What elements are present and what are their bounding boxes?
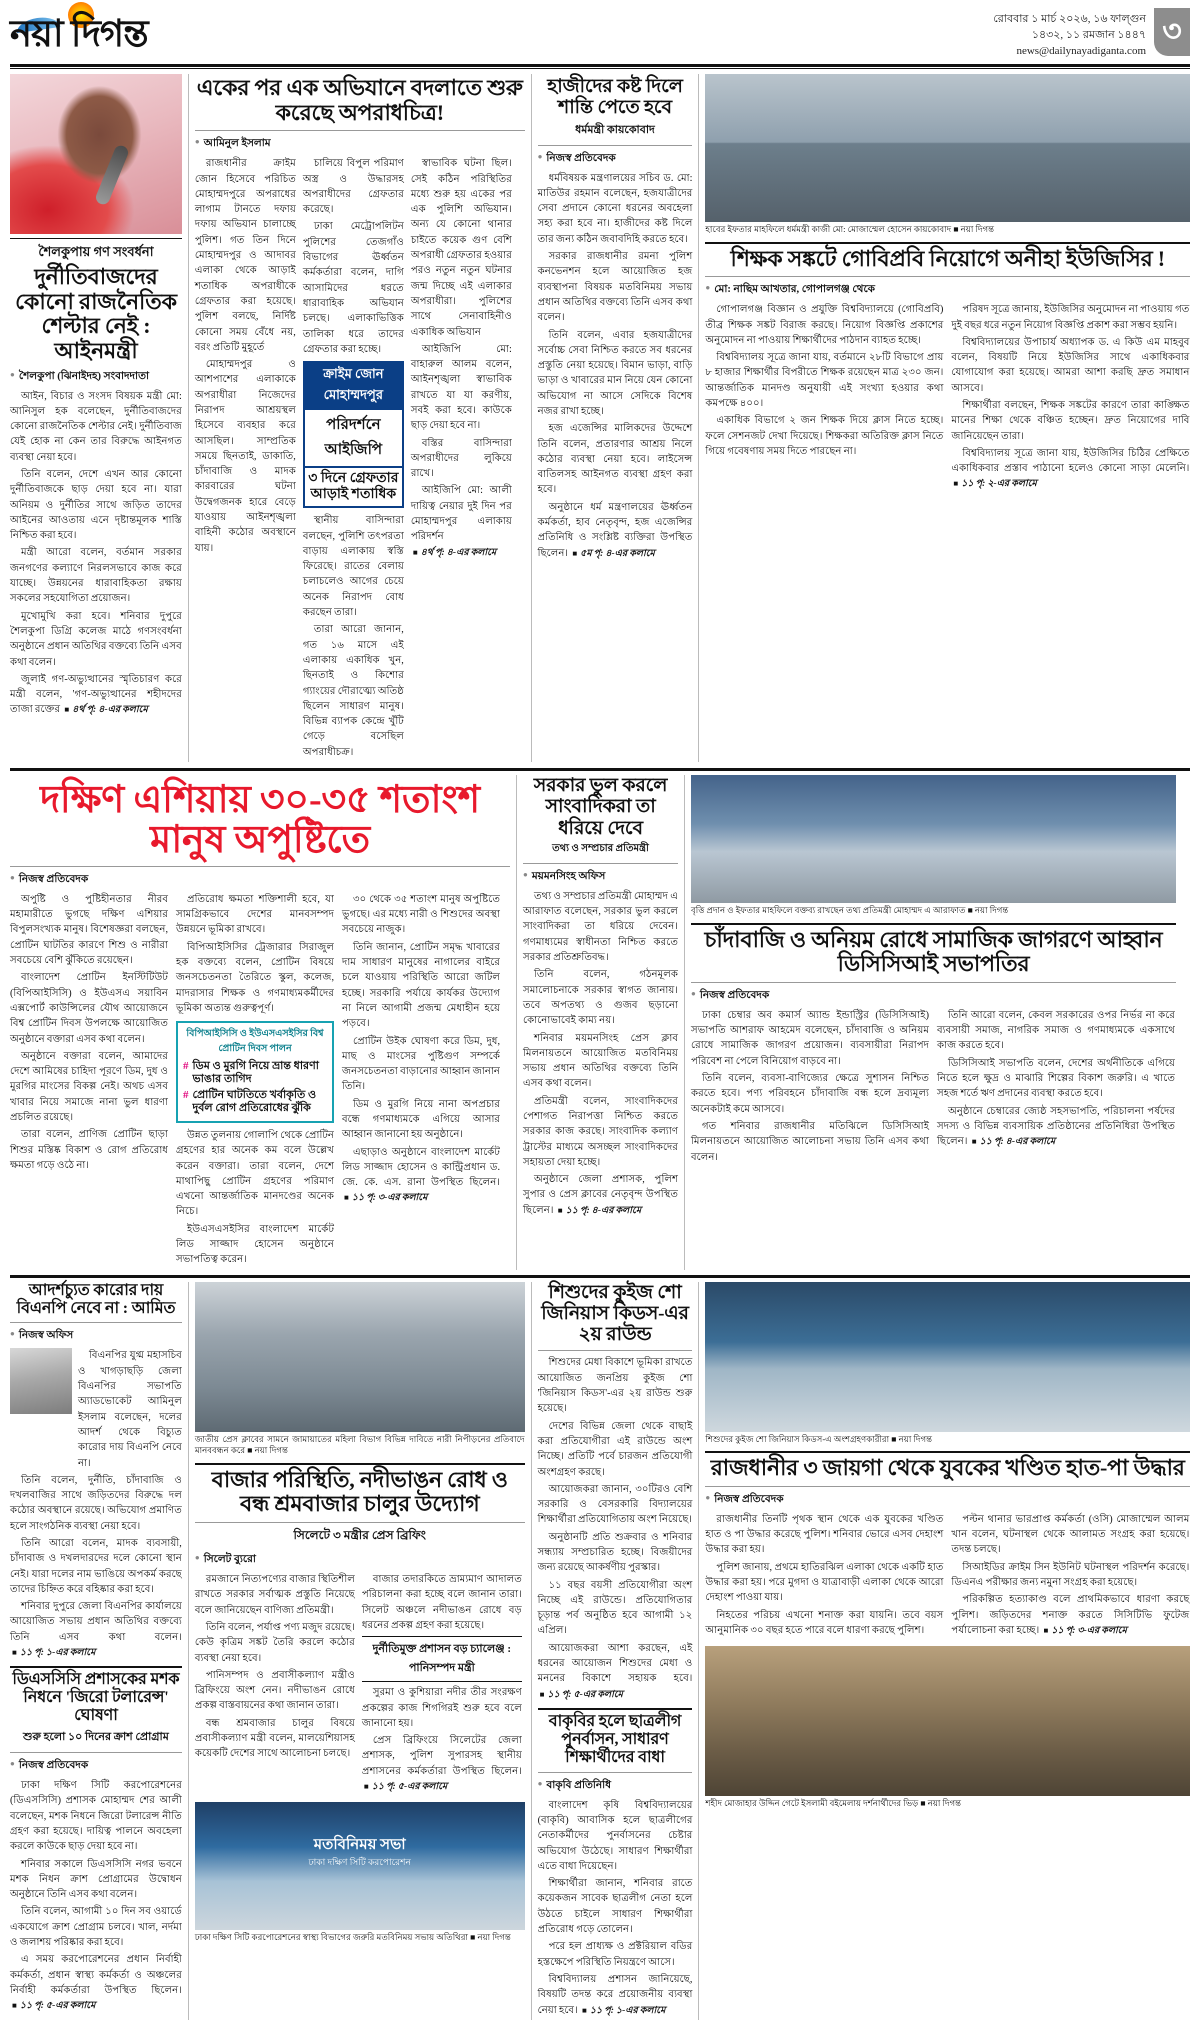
- col3-body: [538, 171, 693, 561]
- feat-c-2: প্রোটিন উইক ঘোষণা করে ডিম, দুধ, মাছ ও মাংসের পুষ্টিগুণ সম্পর্কে জনসচেতনতা বাড়ানোর আহ্বান জানান তিনি।: [342, 1035, 500, 1093]
- midbotright-body: [538, 1355, 693, 1702]
- leftmid-p3: [10, 1599, 182, 1660]
- midbotleft-subhead: সিলেটে ৩ মন্ত্রীর প্রেস ব্রিফিং: [293, 1528, 426, 1543]
- leftmid-byline: ● নিজস্ব অফিস: [10, 1328, 182, 1345]
- divider-1: [188, 74, 189, 762]
- rb-a-2: নিহতের পরিচয় এখনো শনাক্ত করা যায়নি। তবে বয়স আনুমানিক ৩০ বছর হতে পারে বলে ধারণা করছে পুলিশ।: [705, 1609, 944, 1636]
- col2-b-1: ঢাকা মেট্রোপলিটন পুলিশের তেজগাঁও বিভাগের ঊর্ধ্বতন কর্মকর্তারা বলেন, দাগি আসামিদের ধরতে ধারাবাহিক অভিযান চলছে। এলাকাভিত্তিক তালিকা ধরে তাদের গ্রেফতার করা হচ্ছে।: [302, 221, 404, 355]
- col2-byline: ● আমিনুল ইসলাম: [195, 136, 525, 153]
- rightbot-subcolumns: [705, 1512, 1190, 1640]
- mid3-subhead: তথ্য ও সম্প্রচার প্রতিমন্ত্রী: [552, 842, 649, 854]
- col1-para-4: [10, 672, 182, 718]
- mbl-b-2: [362, 1733, 522, 1794]
- bakrib-body: [538, 1798, 693, 2018]
- callout-title: বিপিআইসিসি ও ইউএসএসইসির বিশ্ব প্রোটিন দিবস পালন: [186, 1029, 324, 1055]
- column-2: [195, 74, 525, 762]
- mbr-p3: অনুষ্ঠানটি প্রতি শুক্রবার ও শনিবার সন্ধ্যায় সম্প্রচারিত হচ্ছে। বিজয়ীদের জন্য রয়েছে আকর্ষণীয় পুরস্কার।: [537, 1531, 693, 1574]
- column-3: [538, 74, 693, 762]
- column-1: [10, 74, 182, 762]
- rightbot-sub-b: [951, 1512, 1189, 1640]
- mid4-b-0: তিনি আরো বলেন, কেবল সরকারের ওপর নির্ভর না করে ব্যবসায়ী সমাজ, নাগরিক সমাজ ও গণমাধ্যমকে একসাথে কাজ করতে হবে।: [937, 1009, 1175, 1052]
- rb-a-0: রাজধানীর তিনটি পৃথক স্থান থেকে এক যুবকের খণ্ডিত হাত ও পা উদ্ধার করেছে পুলিশ। শনিবার ভোরে এসব দেহাংশ উদ্ধার করা হয়।: [705, 1513, 944, 1556]
- rb-b-2: [951, 1592, 1189, 1638]
- mid3-p2: শনিবার ময়মনসিংহ প্রেস ক্লাব মিলনায়তনে আয়োজিত মতবিনিময় সভায় প্রধান অতিথির বক্তব্যে তিনি এসব কথা বলেন।: [523, 1032, 678, 1090]
- col4-b-1: বিশ্ববিদ্যালয়ের উপাচার্য অধ্যাপক ড. এ কিউ এম মাহবুব বলেন, বিষয়টি নিয়ে ইউজিসির সাথে একাধিকবার যোগাযোগ করা হয়েছে। আমরা আশা করছি দ্রুত সমাধান আসবে।: [951, 336, 1190, 394]
- mbr-p1: দেশের বিভিন্ন জেলা থেকে বাছাই করা প্রতিযোগীরা এই রাউন্ডে অংশ নিচ্ছে। প্রতিটি পর্বে চারজন প্রতিযোগী অংশগ্রহণ করছে।: [537, 1420, 693, 1478]
- col2-c-1: আইজিপি মো: বাহারুল আলম বলেন, আইনশৃঙ্খলা স্বাভাবিক রাখতে যা যা করণীয়, সবই করা হবে। কাউকে ছাড় দেয়া হবে না।: [410, 343, 512, 432]
- col1-para-1: তিনি বলেন, দেশে এখন আর কোনো দুর্নীতিবাজকে ছাড় দেয়া হবে না। যারা অনিয়ম ও দুর্নীতির সাথে জড়িত তাদের আইনের আওতায় এনে দৃষ্টান্তমূলক শাস্তি নিশ্চিত করা হবে।: [10, 468, 182, 542]
- rb-a-1: পুলিশ জানায়, প্রথমে হাতিরঝিল এলাকা থেকে একটি হাত উদ্ধার করা হয়। পরে মুগদা ও যাত্রাবাড়ী এলাকা থেকে আরো দেহাংশ পাওয়া যায়।: [705, 1561, 944, 1604]
- mid3-photo-caption: বৃত্তি প্রদান ও ইফতার মাহফিলে বক্তব্য রাখছেন তথ্য প্রতিমন্ত্রী মোহাম্মদ এ আরাফাত ■ নয়া দিগন্ত: [691, 905, 1009, 916]
- midbotright-jump[interactable]: ■ ১১ পৃ: ৫-এর কলামে: [538, 1690, 623, 1700]
- mid4-a-1: তিনি বলেন, ব্যবসা-বাণিজ্যের ক্ষেত্রে সুশাসন নিশ্চিত করতে হবে। পণ্য পরিবহনে চাঁদাবাজি বন্ধ হলে দ্রব্যমূল্য অনেকটাই কমে আসবে।: [691, 1073, 929, 1115]
- subbox-line-2: পানিসম্পদ মন্ত্রী: [408, 1662, 475, 1675]
- col3-para-1: সরকার রাজধানীর রমনা পুলিশ কনভেনশন হলে আয়োজিত হজ ব্যবস্থাপনা বিষয়ক মতবিনিময় সভায় প্রধান অতিথির বক্তব্যে তিনি এসব কথা বলেন।: [537, 251, 693, 324]
- rightbot-sub-a: [705, 1512, 943, 1640]
- col2-b-0: চালিয়ে বিপুল পরিমাণ অস্ত্র ও উদ্ধারসহ অপরাধীদের গ্রেফতার করেছে।: [302, 158, 404, 216]
- banner-line-1: মতবিনিময় সভা: [313, 1836, 406, 1853]
- minister-portrait-photo: [10, 74, 182, 234]
- bakrib-p3-text: বিশ্ববিদ্যালয় প্রশাসন জানিয়েছে, বিষয়টি তদন্ত করে প্রয়োজনীয় ব্যবস্থা নেয়া হবে।: [537, 1973, 693, 2016]
- column-4: [705, 74, 1190, 762]
- col3-para-4-text: অনুষ্ঠানে ধর্ম মন্ত্রণালয়ের ঊর্ধ্বতন কর্মকর্তা, হাব নেতৃবৃন্দ, হজ এজেন্সির প্রতিনিধি ও সংশ্লিষ্ট ব্যক্তিরা উপস্থিত ছিলেন।: [537, 501, 693, 559]
- politician-portrait-photo: [10, 1348, 72, 1414]
- leftmid-headline[interactable]: আদর্শচ্যুত কারোর দায় বিএনপি নেবে না : আমিত: [16, 1281, 176, 1317]
- mid4-b-2-text: অনুষ্ঠানে চেম্বারের জ্যেষ্ঠ সহসভাপতি, পরিচালনা পর্ষদের সদস্য ও বিভিন্ন ব্যবসায়িক প্রতিষ্ঠানের প্রতিনিধিরা উপস্থিত ছিলেন।: [937, 1105, 1175, 1148]
- leftbot-body: [10, 1778, 182, 2013]
- col4-b-3-text: বিশ্ববিদ্যালয় সূত্রে জানা যায়, ইউজিসির চিঠির প্রেক্ষিতে একাধিকবার প্রস্তাব পাঠানো হলেও কোনো সাড়া মেলেনি।: [951, 447, 1190, 475]
- col2-c-3: [411, 483, 512, 559]
- mid-column-3: [523, 775, 678, 1270]
- col3-photo-caption: হাবের ইফতার মাহফিলে ধর্মমন্ত্রী কাজী মো: মোজাম্মেল হোসেন কায়কোবাদ ■ নয়া দিগন্ত: [705, 224, 995, 234]
- divider-7: [531, 1282, 532, 2020]
- mbr-p2: আয়োজকরা জানান, ৩০টিরও বেশি সরকারি ও বেসরকারি বিদ্যালয়ের শিক্ষার্থীরা প্রতিযোগিতায় অংশ নিয়েছে।: [537, 1483, 693, 1526]
- mid4-headline[interactable]: চাঁদাবাজি ও অনিয়ম রোধে সামাজিক জাগরণে আহ্বান ডিসিসিআই সভাপতির: [704, 926, 1163, 977]
- col2-c-2: বস্তির বাসিন্দারা অপরাধীদের লুকিয়ে রাখে।: [410, 437, 512, 480]
- callout-bottom-label: ৩ দিনে গ্রেফতার আড়াই শতাধিক: [308, 471, 399, 503]
- bakrib-p1: শিক্ষার্থীরা জানান, শনিবার রাতে কয়েকজন সাবেক ছাত্রলীগ নেতা হলে উঠতে চাইলে সাধারণ শিক্ষার্থীরা প্রতিরোধ গড়ে তোলেন।: [537, 1878, 693, 1936]
- mid-column-4: [691, 775, 1176, 1270]
- col2-b-3: তারা আরো জানান, গত ১৬ মাসে এই এলাকায় একাধিক খুন, ছিনতাই ও কিশোর গ্যাংয়ের দৌরাত্ম্যে অতিষ্ঠ ছিলেন সাধারণ মানুষ। বিভিন্ন ব্যাপক কেন্দ্রে খুঁটি গেড়ে বসেছিল অপরাধীচক্র।: [302, 624, 404, 758]
- midbotleft-sub-b: [362, 1572, 522, 1796]
- callout-mid-label: পরিদর্শনে আইজিপি: [305, 410, 402, 468]
- banner-line-2: ঢাকা দক্ষিণ সিটি করপোরেশন: [308, 1857, 411, 1868]
- feat-a-1: বাংলাদেশ প্রোটিন ইনস্টিটিউট (বিপিআইসিসি) ও ইউএসএ সয়াবিন এক্সপোর্ট কাউন্সিলের যৌথ আয়োজনে বিশ্ব প্রোটিন দিবস উপলক্ষে আয়োজিত অনুষ্ঠানে বক্তারা এসব কথা বলেন।: [10, 972, 168, 1045]
- mid4-sub-a: [691, 1008, 929, 1167]
- feature-headline[interactable]: দক্ষিণ এশিয়ায় ৩০-৩৫ শতাংশ মানুষ অপুষ্টিতে: [40, 779, 480, 861]
- leftmid-jump[interactable]: ■ ১১ পৃ: ১-এর কলামে: [10, 1648, 95, 1658]
- col3-para-2: তিনি বলেন, এবার হজযাত্রীদের সর্বোচ্চ সেবা নিশ্চিত করতে সব ধরনের প্রস্তুতি নেয়া হয়েছে। বিমান ভাড়া, বাড়ি ভাড়া ও খাবারের মান নিয়ে যেন কোনো অভিযোগ না আসে সেদিকে বিশেষ নজর রাখা হচ্ছে।: [537, 329, 693, 417]
- rightbot-headline[interactable]: রাজধানীর ৩ জায়গা থেকে যুবকের খণ্ডিত হাত-পা উদ্ধার: [710, 1455, 1185, 1481]
- leftmid-p2: তিনি আরো বলেন, মাদক ব্যবসায়ী, চাঁদাবাজ ও দখলদারদের দলে কোনো স্থান নেই। যারা দলের নাম ভাঙিয়ে অপকর্ম করছে তাদের চিহ্নিত করে বহিষ্কার করা হবে।: [10, 1538, 182, 1595]
- leftmid-p0: বিএনপির যুগ্ম মহাসচিব ও খাগড়াছড়ি জেলা বিএনপির সভাপতি অ্যাডভোকেট আমিনুল ইসলাম বলেছেন, দলের আদর্শ থেকে বিচ্যুত কারোর দায় বিএনপি নেবে না।: [78, 1350, 182, 1469]
- leftbot-p1: শনিবার সকালে ডিএসসিসি নগর ভবনে মশক নিধন ক্রাশ প্রোগ্রামের উদ্বোধন অনুষ্ঠানে তিনি এসব কথা বলেন।: [10, 1858, 182, 1901]
- mbl-a-2: পানিসম্পদ ও প্রবাসীকল্যাণ মন্ত্রীও ব্রিফিংয়ে অংশ নেন। নদীভাঙন রোধে প্রকল্প বাস্তবায়নের কথা জানান তারা।: [194, 1669, 355, 1712]
- leftbot-p3: [10, 1952, 182, 2013]
- leftbot-p2: তিনি বলেন, আগামী ১০ দিন সব ওয়ার্ডে একযোগে ক্রাশ প্রোগ্রাম চলবে। খাল, নর্দমা ও জলাশয় পরিষ্কার করা হবে।: [10, 1906, 182, 1949]
- mid4-a-0: ঢাকা চেম্বার অব কমার্স অ্যান্ড ইন্ডাস্ট্রির (ডিসিসিআই) সভাপতি আশরাফ আহমেদ বলেছেন, চাঁদাবাজি ও অনিয়ম রোধে সামাজিক জাগরণ প্রয়োজন। ব্যবসায়ীরা নিরাপদ পরিবেশ না পেলে বিনিয়োগ বাড়বে না।: [691, 1009, 929, 1067]
- feat-c-3: ডিম ও মুরগি নিয়ে নানা অপপ্রচার বন্ধে গণমাধ্যমকে এগিয়ে আসার আহ্বান জানানো হয় অনুষ্ঠানে।: [342, 1098, 500, 1141]
- date-block: [993, 8, 1146, 60]
- leftmid-body: [10, 1473, 182, 1661]
- bakrib-p3: [538, 1972, 693, 2018]
- rightbot-byline: ● নিজস্ব প্রতিবেদক: [705, 1492, 1190, 1509]
- midbotleft-sub-a: [195, 1572, 355, 1796]
- col1-kicker: শৈলকুপায় গণ সংবর্ধনা: [38, 244, 154, 259]
- divider-3: [698, 74, 699, 762]
- col2-c-3-text: আইজিপি মো: আলী দায়িত্ব নেয়ার দুই দিন পর মোহাম্মদপুর এলাকায় পরিদর্শন: [410, 485, 512, 543]
- midbotleft-jump[interactable]: ■ ১১ পৃ: ৫-এর কলামে: [362, 1782, 447, 1792]
- leftbot-subhead: শুরু হলো ১০ দিনের ক্রাশ প্রোগ্রাম: [23, 1731, 169, 1744]
- leftmid-p1: তিনি বলেন, দুর্নীতি, চাঁদাবাজি ও দখলবাজির সাথে জড়িতদের বিরুদ্ধে দল কঠোর অবস্থানে রয়েছে। অভিযোগ প্রমাণিত হলে সাংগঠনিক ব্যবস্থা নেয়া হবে।: [10, 1474, 182, 1532]
- feature-sub-a: [10, 892, 168, 1270]
- midbotleft-subcolumns: [195, 1572, 525, 1796]
- mid3-byline: ● ময়মনসিংহ অফিস: [523, 869, 678, 886]
- col4-b-2: শিক্ষার্থীরা বলছেন, শিক্ষক সঙ্কটের কারণে তারা কাঙ্ক্ষিত মানের শিক্ষা থেকে বঞ্চিত হচ্ছেন। দ্রুত নিয়োগের দাবি জানিয়েছেন তারা।: [951, 400, 1190, 442]
- col1-byline: ● শৈলকুপা (ঝিনাইদহ) সংবাদদাতা: [10, 369, 182, 386]
- feature-sub-b: [176, 892, 334, 1270]
- middle-section: [10, 775, 1190, 1270]
- quiz-show-stage-photo: [705, 1282, 1190, 1432]
- contact-email[interactable]: news@dailynayadiganta.com: [1016, 44, 1146, 57]
- leftbot-p3-text: এ সময় করপোরেশনের প্রধান নির্বাহী কর্মকর্তা, প্রধান স্বাস্থ্য কর্মকর্তা ও অঞ্চলের নির্বাহী কর্মকর্তারা উপস্থিত ছিলেন।: [10, 1954, 182, 1996]
- feat-b-2: উন্নত তুলনায় গোলাপি থেকে প্রোটিন গ্রহণের হার অনেক কম বলে উল্লেখ করেন বক্তারা। তারা বলেন, দেশে মাথাপিছু প্রোটিন গ্রহণের পরিমাণ এখনো আন্তর্জাতিক মানদণ্ডের অনেক নিচে।: [176, 1129, 334, 1218]
- mbl-b-0: বাজার তদারকিতে ভ্রাম্যমাণ আদালত পরিচালনা করা হচ্ছে বলে জানান তারা। সিলেট অঞ্চলে নদীভাঙন রোধে বড় ধরনের প্রকল্প গ্রহণ করা হয়েছে।: [361, 1574, 522, 1631]
- mid4-b-2: [937, 1104, 1175, 1150]
- leftmid-body-start: [78, 1348, 182, 1472]
- callout-bullet-0-label: ডিম ও মুরগি নিয়ে ভ্রান্ত ধারণা ভাঙার তাগিদ: [192, 1060, 319, 1086]
- col4-b-3: [951, 446, 1189, 492]
- col1-para-2: মন্ত্রী আরো বলেন, বর্তমান সরকার জনগণের কল্যাণে নিরলসভাবে কাজ করে যাচ্ছে। উন্নয়নের ধারাবাহিকতা রক্ষায় সকলের সহযোগিতা প্রয়োজন।: [10, 547, 182, 605]
- col4-sub-a: [705, 302, 943, 494]
- bottom-column-4: [705, 1282, 1190, 2020]
- callout-bullet-1-label: প্রোটিন ঘাটতিতে খর্বাকৃতি ও দুর্বল রোগ প্রতিরোধের ঝুঁকি: [192, 1088, 317, 1114]
- date-line-1: রোববার ১ মার্চ ২০২৬, ১৬ ফাল্গুন: [993, 13, 1146, 25]
- mbr-p5-text: আয়োজকরা আশা করছেন, এই ধরনের আয়োজন শিশুদের মেধা ও মননের বিকাশে সহায়ক হবে।: [537, 1642, 693, 1685]
- masthead: [10, 6, 1190, 62]
- mbl-a-0: রমজানে নিত্যপণ্যের বাজার স্থিতিশীল রাখতে সরকার সর্বাত্মক প্রস্তুতি নিয়েছে বলে জানিয়েছেন বাণিজ্য প্রতিমন্ত্রী।: [194, 1574, 355, 1616]
- bakrib-byline: ● বাকৃবি প্রতিনিধি: [538, 1778, 693, 1795]
- col4-sub-b: [951, 302, 1189, 494]
- bakrib-p0: বাংলাদেশ কৃষি বিশ্ববিদ্যালয়ের (বাকৃবি) আবাসিক হলে ছাত্রলীগের নেতাকর্মীদের পুনর্বাসনের চেষ্টার অভিযোগ উঠেছে। সাধারণ শিক্ষার্থীরা এতে বাধা দিয়েছেন।: [537, 1799, 693, 1872]
- midbotright-headline[interactable]: শিশুদের কুইজ শো জিনিয়াস কিডস-এর ২য় রাউন্ড: [541, 1281, 689, 1346]
- meeting-banner-photo: [195, 1802, 525, 1930]
- mid4-byline: ● নিজস্ব প্রতিবেদক: [691, 988, 1176, 1005]
- mid3-p4-text: অনুষ্ঠানে জেলা প্রশাসক, পুলিশ সুপার ও প্রেস ক্লাবের নেতৃবৃন্দ উপস্থিত ছিলেন।: [523, 1174, 678, 1216]
- col4-headline[interactable]: শিক্ষক সঙ্কটে গোবিপ্রবি নিয়োগে অনীহা ইউজিসির !: [730, 245, 1165, 271]
- col4-jump[interactable]: ■ ১১ পৃ: ২-এর কলামে: [951, 479, 1036, 489]
- bakrib-photo-caption: জাতীয় প্রেস ক্লাবের সামনে জামায়াতের মহিলা বিভাগ বিভিন্ন দাবিতে নারী নিপীড়নের প্রতিবাদে মানববন্ধন করে ■ নয়া দিগন্ত: [194, 1433, 525, 1456]
- bottom-section: [10, 1282, 1190, 2020]
- mbl-a-3: বন্ধ শ্রমবাজার চালুর বিষয়ে প্রবাসীকল্যাণ মন্ত্রী বলেন, মালয়েশিয়াসহ কয়েকটি দেশের সাথে আলোচনা চলছে।: [194, 1717, 355, 1760]
- mid3-p4: [523, 1172, 678, 1218]
- bottom-column-2: [195, 1282, 525, 2020]
- col3-para-4: [538, 500, 693, 561]
- leftbot-p0: ঢাকা দক্ষিণ সিটি করপোরেশনের (ডিএসসিসি) প্রশাসক মোহাম্মদ শের আলী বলেছেন, মশক নিধনে জিরো টলারেন্স নীতি গ্রহণ করা হয়েছে। দায়িত্ব পালনে অবহেলা করলে কাউকে ছাড় দেয়া হবে না।: [10, 1780, 182, 1853]
- feat-b-3: ইউএসএসইসির বাংলাদেশ মার্কেট লিড সাজ্জাদ হোসেন অনুষ্ঠানে সভাপতিত্ব করেন।: [176, 1223, 334, 1266]
- col1-headline[interactable]: দুর্নীতিবাজদের কোনো রাজনৈতিক শেল্টার নেই : আইনমন্ত্রী: [15, 264, 177, 363]
- date-line-2: ১৪৩২, ১১ রমজান ১৪৪৭: [1031, 28, 1146, 41]
- mid3-p3: প্রতিমন্ত্রী বলেন, সাংবাদিকদের পেশাগত নিরাপত্তা নিশ্চিত করতে সরকার কাজ করছে। সাংবাদিক কল্যাণ ট্রাস্টের মাধ্যমে অসচ্ছল সাংবাদিকদের সহায়তা দেয়া হচ্ছে।: [523, 1095, 678, 1168]
- col2-sub-a: [195, 156, 296, 762]
- feat-c-4-text: এছাড়াও অনুষ্ঠানে বাংলাদেশ মার্কেট লিড সাজ্জাদ হোসেন ও কান্ট্রিপ্রধান ড. জে. কে. এস. রানা উপস্থিত ছিলেন।: [342, 1146, 500, 1189]
- feat-c-1: তিনি জানান, প্রোটিন সমৃদ্ধ খাবারের দাম সাধারণ মানুষের নাগালের বাইরে চলে যাওয়ায় পরিস্থিতি আরো জটিল হচ্ছে। সরকারি পর্যায়ে কার্যকর উদ্যোগ না নিলে আগামী প্রজন্ম মেধাহীন হয়ে পড়বে।: [342, 941, 500, 1030]
- protein-day-callout-box: [176, 1021, 334, 1123]
- masthead-rule-thin: [10, 68, 1190, 69]
- col1-para-0: আইন, বিচার ও সংসদ বিষয়ক মন্ত্রী মো: আনিসুল হক বলেছেন, দুর্নীতিবাজদের কোনো রাজনৈতিক শেল্টার নেই। দুর্নীতিবাজ যেই হোক না কেন তার বিরুদ্ধে আইনগত ব্যবস্থা নেয়া হবে।: [10, 390, 182, 463]
- bottom-column-1: [10, 1282, 182, 2020]
- col2-c-0: স্বাভাবিক ঘটনা ছিল। সেই কঠিন পরিস্থিতির মধ্যে শুরু হয় একের পর এক পুলিশি অভিযান। অন্য যে কোনো থানার চাইতে কয়েক গুণ বেশি অপরাধী গ্রেফতার হওয়ার পরও নতুন নতুন ঘটনার জন্ম দিচ্ছে এই এলাকার অপরাধীরা। পুলিশের সাথে সেনাবাহিনীও একাধিক অভিযান: [410, 158, 512, 338]
- feat-b-0: প্রতিরোধ ক্ষমতা শক্তিশালী হবে, যা সামগ্রিকভাবে দেশের মানবসম্পদ উন্নয়নে ভূমিকা রাখবে।: [176, 893, 334, 936]
- bottom-column-3: [538, 1282, 693, 2020]
- masthead-right: [993, 8, 1190, 60]
- divider-2: [531, 74, 532, 762]
- rb-b-2-text: পরিকল্পিত হত্যাকাণ্ড বলে প্রাথমিকভাবে ধারণা করছে পুলিশ। জড়িতদের শনাক্ত করতে সিসিটিভি ফুটেজ পর্যালোচনা করা হচ্ছে।: [951, 1594, 1190, 1636]
- subbox-line-1: দুর্নীতিমুক্ত প্রশাসন বড় চ্যালেঞ্জ :: [372, 1643, 512, 1656]
- col1-body: [10, 389, 182, 718]
- col4-a-0: গোপালগঞ্জ বিজ্ঞান ও প্রযুক্তি বিশ্ববিদ্যালয়ে (গোবিপ্রবি) তীব্র শিক্ষক সঙ্কট বিরাজ করছে। নিয়োগ বিজ্ঞপ্তি প্রকাশের অনুমোদন না পাওয়ায় শিক্ষার্থীদের পাঠদান ব্যাহত হচ্ছে।: [705, 304, 944, 346]
- col1-jump[interactable]: ■ ৪র্থ পৃ: ৪-এর কলামে: [62, 705, 147, 715]
- mbr-p4: ১১ বছর বয়সী প্রতিযোগীরা অংশ নিচ্ছে এই রাউন্ডে। প্রতিযোগিতার চূড়ান্ত পর্ব অনুষ্ঠিত হবে আগামী ১২ এপ্রিল।: [537, 1579, 693, 1637]
- rb-b-0: পল্টন থানার ভারপ্রাপ্ত কর্মকর্তা (ওসি) মোজাম্মেল আলম খান বলেন, ঘটনাস্থল থেকে আলামত সংগ্রহ করা হয়েছে। তদন্ত চলছে।: [951, 1513, 1190, 1556]
- divider-5: [684, 775, 685, 1270]
- col3-headline[interactable]: হাজীদের কষ্ট দিলে শান্তি পেতে হবে: [547, 76, 683, 119]
- feat-c-0: ৩০ থেকে ৩৫ শতাংশ মানুষ অপুষ্টিতে ভুগছে। এর মধ্যে নারী ও শিশুদের অবস্থা সবচেয়ে নাজুক।: [342, 893, 500, 936]
- feature-jump[interactable]: ■ ১১ পৃ: ৩-এর কলামে: [342, 1193, 427, 1203]
- top-section: [10, 74, 1190, 762]
- mid3-headline[interactable]: সরকার ভুল করলে সাংবাদিকরা তা ধরিয়ে দেবে: [533, 775, 668, 839]
- rightbot-jump[interactable]: ■ ১১ পৃ: ৩-এর কলামে: [1042, 1626, 1127, 1636]
- crime-zone-callout-box: [303, 361, 404, 508]
- col3-para-0: ধর্মবিষয়ক মন্ত্রণালয়ের সচিব ড. মো: মাতিউর রহমান বলেছেন, হজযাত্রীদের সেবা প্রদানে কোনো ধরনের অবহেলা সহ্য করা হবে না। হাজীদের কষ্ট দিলে তার জন্য কঠিন জবাবদিহি করতে হবে।: [537, 172, 693, 245]
- mid4-jump[interactable]: ■ ১১ পৃ: ৪-এর কলামে: [970, 1137, 1055, 1147]
- mid4-subcolumns: [691, 1008, 1176, 1167]
- hajj-conference-photo: [705, 74, 1190, 222]
- col3-para-3: হজ এজেন্সির মালিকদের উদ্দেশে তিনি বলেন, প্রতারণার আশ্রয় নিলে কঠোর ব্যবস্থা নেয়া হবে। লাইসেন্স বাতিলসহ আইনগত ব্যবস্থা গ্রহণ করা হবে।: [537, 423, 693, 496]
- feature-byline: ● নিজস্ব প্রতিবেদক: [10, 872, 510, 889]
- midbotleft-headline[interactable]: বাজার পরিস্থিতি, নদীভাঙন রোধ ও বন্ধ শ্রমবাজার চালুর উদ্যোগ: [211, 1466, 508, 1517]
- col2-sub-c: [411, 156, 512, 762]
- hash-icon: #: [183, 1060, 189, 1073]
- col4-a-1: বিশ্ববিদ্যালয় সূত্রে জানা যায়, বর্তমানে ২৮টি বিভাগে প্রায় ৮ হাজার শিক্ষার্থীর বিপরীতে শিক্ষক রয়েছেন মাত্র ২৩০ জন। আন্তর্জাতিক মানদণ্ড অনুযায়ী এই সংখ্যা হওয়ার কথা কমপক্ষে ৪০০।: [705, 352, 944, 409]
- mid3-p1: তিনি বলেন, গঠনমূলক সমালোচনাকে সরকার স্বাগত জানায়। তবে অপতথ্য ও গুজব ছড়ানো কোনোভাবেই কাম্য নয়।: [523, 969, 678, 1027]
- feature-sub-c: [342, 892, 500, 1270]
- feature-article: [10, 775, 510, 1270]
- leftbot-byline: ● নিজস্ব প্রতিবেদক: [10, 1758, 182, 1775]
- col2-headline[interactable]: একের পর এক অভিযানে বদলাতে শুরু করেছে অপরাধচিত্র!: [196, 75, 523, 125]
- col2-jump[interactable]: ■ ৪র্থ পৃ: ৪-এর কলামে: [411, 548, 496, 558]
- col3-subhead: ধর্মমন্ত্রী কায়কোবাদ: [575, 123, 655, 136]
- mid3-jump[interactable]: ■ ১১ পৃ: ৪-এর কলামে: [556, 1206, 641, 1216]
- divider-6: [188, 1282, 189, 2020]
- dccci-panel-photo: [691, 775, 1176, 903]
- callout-top-label: ক্রাইম জোন মোহাম্মদপুর: [305, 363, 402, 410]
- feat-a-2: অনুষ্ঠানে বক্তারা বলেন, আমাদের দেশে আমিষের চাহিদা পূরণে ডিম, দুধ ও মুরগির মাংসের বিকল্প নেই। অথচ এসব খাবার নিয়ে সমাজে নানা ভুল ধারণা প্রচলিত রয়েছে।: [10, 1050, 168, 1123]
- col1-para-4-text: জুলাই গণ-অভ্যুত্থানের স্মৃতিচারণ করে মন্ত্রী বলেন, 'গণ-অভ্যুত্থানের শহীদদের তাজা রক্তের: [10, 673, 182, 716]
- bakrib-p2: পরে হল প্রাধ্যক্ষ ও প্রক্টরিয়াল বডির হস্তক্ষেপে পরিস্থিতি নিয়ন্ত্রণে আসে।: [537, 1941, 693, 1968]
- leftmid-flow: [10, 1348, 182, 1472]
- midbotleft-subbox: [362, 1636, 522, 1682]
- banner-overlay: [309, 1836, 411, 1869]
- feat-a-0: অপুষ্টি ও পুষ্টিহীনতার নীরব মহামারীতে ভুগছে দক্ষিণ এশিয়ার বিপুলসংখ্যক মানুষ। বিশেষজ্ঞরা বলছেন, প্রোটিন ঘাটতির কারণে শিশু ও নারীরা সবচেয়ে বেশি ঝুঁকিতে রয়েছেন।: [10, 893, 168, 967]
- protest-crowd-photo: [195, 1282, 525, 1432]
- col4-a-2: একাধিক বিভাগে ২ জন শিক্ষক দিয়ে ক্লাস নিতে হচ্ছে। ফলে সেশনজট দেখা দিয়েছে। শিক্ষকরা অতিরিক্ত ক্লাস নিতে গিয়ে গবেষণায় সময় দিতে পারছেন না।: [705, 415, 944, 457]
- col3-byline: ● নিজস্ব প্রতিবেদক: [538, 151, 693, 168]
- mbr-p0: শিশুদের মেধা বিকাশে ভূমিকা রাখতে আয়োজিত জনপ্রিয় কুইজ শো 'জিনিয়াস কিডস'-এর ২য় রাউন্ড শুরু হয়েছে।: [537, 1357, 693, 1415]
- col4-byline: ● মো: নাছিম আখতার, গোপালগঞ্জ থেকে: [705, 282, 1190, 299]
- masthead-rule-thick: [10, 64, 1190, 67]
- divider-8: [698, 1282, 699, 2020]
- book-fair-photo: [705, 1646, 1190, 1796]
- books-photo-caption: শহীদ মোজাহার উদ্দিন গেটে ইসলামী বইমেলায় দর্শনার্থীদের ভিড় ■ নয়া দিগন্ত: [705, 1798, 962, 1809]
- feat-b-1: বিপিআইসিসির ট্রেজারার সিরাজুল হক বক্তব্যে বলেন, প্রোটিন বিষয়ে জনসচেতনতা তৈরিতে স্কুল, কলেজ, মাদরাসার শিক্ষক ও গণমাধ্যমকর্মীদের ভূমিকা অত্যন্ত গুরুত্বপূর্ণ।: [176, 941, 334, 1014]
- col2-sub-b: [303, 156, 404, 762]
- mbr-p5: [538, 1641, 693, 1702]
- hash-icon: #: [183, 1088, 189, 1101]
- feat-a-3: তারা বলেন, প্রাণিজ প্রোটিন ছাড়া শিশুর মস্তিষ্ক বিকাশ ও রোগ প্রতিরোধ ক্ষমতা গড়ে ওঠে না।: [10, 1129, 168, 1171]
- page-number-badge: ৩: [1154, 8, 1190, 56]
- meeting-photo-caption: ঢাকা দক্ষিণ সিটি করপোরেশনের স্বাস্থ্য বিভাগের জরুরি মতবিনিময় সভায় অতিথিরা ■ নয়া দিগন্ত: [194, 1932, 511, 1943]
- mid3-p0: তথ্য ও সম্প্রচার প্রতিমন্ত্রী মোহাম্মদ এ আরাফাত বলেছেন, সরকার ভুল করলে সাংবাদিকরা তা ধরিয়ে দেবেন। গণমাধ্যমের স্বাধীনতা নিশ্চিত করতে সরকার প্রতিশ্রুতিবদ্ধ।: [523, 890, 678, 964]
- mbl-b-1: সুরমা ও কুশিয়ারা নদীর তীর সংরক্ষণ প্রকল্পের কাজ শিগগিরই শুরু হবে বলে জানানো হয়।: [361, 1687, 522, 1729]
- rb-b-1: সিআইডির ক্রাইম সিন ইউনিট ঘটনাস্থল পরিদর্শন করেছে। ডিএনএ পরীক্ষার জন্য নমুনা সংগ্রহ করা হয়েছে।: [951, 1561, 1190, 1589]
- col2-subcolumns: [195, 156, 525, 762]
- callout-bullet-0: [183, 1060, 327, 1086]
- mbl-b-2-text: প্রেস ব্রিফিংয়ে সিলেটের জেলা প্রশাসক, পুলিশ সুপারসহ স্থানীয় প্রশাসনের কর্মকর্তারা উপস্থিত ছিলেন।: [361, 1735, 522, 1777]
- mid3-body: [523, 889, 678, 1218]
- mid4-a-2: গত শনিবার রাজধানীর মতিঝিলে ডিসিসিআই মিলনায়তনে আয়োজিত আলোচনা সভায় তিনি এসব কথা বলেন।: [691, 1120, 929, 1163]
- col3-jump[interactable]: ■ ৫ম পৃ: ৪-এর কলামে: [570, 549, 654, 559]
- divider-4: [516, 775, 517, 1270]
- col2-a-1: মোহাম্মদপুর ও আশপাশের এলাকাকে অপরাধীরা নিজেদের নিরাপদ আশ্রয়স্থল হিসেবে ব্যবহার করে আসছিল। সাম্প্রতিক সময়ে ছিনতাই, ডাকাতি, চাঁদাবাজি ও মাদক কারবারের ঘটনা উদ্বেগজনক হারে বেড়ে যাওয়ায় আইনশৃঙ্খলা বাহিনী কঠোর অবস্থানে যায়।: [194, 359, 296, 554]
- leftmid-p3-text: শনিবার দুপুরে জেলা বিএনপির কার্যালয়ে আয়োজিত সভায় প্রধান অতিথির বক্তব্যে তিনি এসব কথা বলেন।: [10, 1601, 182, 1643]
- bakrib-headline[interactable]: বাকৃবির হলে ছাত্রলীগ পুনর্বাসন, সাধারণ শিক্ষার্থীদের বাধা: [548, 1712, 682, 1766]
- col4-b-0: পরিষদ সূত্রে জানায়, ইউজিসির অনুমোদন না পাওয়ায় গত দুই বছর ধরে নতুন নিয়োগ বিজ্ঞপ্তি প্রকাশ করা সম্ভব হয়নি।: [951, 304, 1190, 331]
- midbotleft-byline: ● সিলেট ব্যুরো: [195, 1552, 525, 1569]
- leftbot-jump[interactable]: ■ ১১ পৃ: ৫-এর কলামে: [10, 2001, 95, 2011]
- mid4-sub-b: [937, 1008, 1175, 1167]
- feature-subcolumns: [10, 892, 510, 1270]
- callout-bullet-1: [183, 1089, 327, 1115]
- col2-a-0: রাজধানীর ক্রাইম জোন হিসেবে পরিচিত মোহাম্মদপুরে অপরাধের লাগাম টানতে দফায় দফায় অভিযান চালাচ্ছে পুলিশ। গত তিন দিনে মোহাম্মদপুর ও আদাবর এলাকা থেকে আড়াই শতাধিক অপরাধীকে গ্রেফতার করা হয়েছে। পুলিশ বলছে, নির্দিষ্ট কোনো সময় বেঁধে নয়, বরং প্রতিটি মুহূর্তে: [194, 158, 296, 353]
- mbl-a-1: তিনি বলেন, পর্যাপ্ত পণ্য মজুদ রয়েছে। কেউ কৃত্রিম সঙ্কট তৈরি করলে কঠোর ব্যবস্থা নেয়া হবে।: [194, 1621, 355, 1664]
- feat-c-4: [342, 1145, 500, 1206]
- quiz-photo-caption: শিশুদের কুইজ শো জিনিয়াস কিডস-এ অংশগ্রহণকারীরা ■ নয়া দিগন্ত: [705, 1433, 933, 1444]
- col4-subcolumns: [705, 302, 1190, 494]
- leftbot-headline[interactable]: ডিএসসিসি প্রশাসকের মশক নিধনে 'জিরো টলারেন্স' ঘোষণা: [12, 1671, 180, 1725]
- newspaper-logo[interactable]: [10, 8, 148, 55]
- logo-text: নয়া দিগন্ত: [10, 14, 148, 55]
- mid4-b-1: ডিসিসিআই সভাপতি বলেন, দেশের অর্থনীতিকে এগিয়ে নিতে হলে ক্ষুদ্র ও মাঝারি শিল্পের বিকাশ জরুরি। এ খাতে সহজ শর্তে ঋণ প্রদানের ব্যবস্থা করতে হবে।: [937, 1057, 1175, 1100]
- bakrib-jump[interactable]: ■ ১১ পৃ: ১-এর কলামে: [580, 2006, 665, 2016]
- col2-b-2: স্থানীয় বাসিন্দারা বলছেন, পুলিশি তৎপরতা বাড়ায় এলাকায় স্বস্তি ফিরেছে। রাতের বেলায় চলাচলেও আগের চেয়ে অনেক নিরাপদ বোধ করছেন তারা।: [302, 515, 404, 619]
- col1-para-3: মুখোমুখি করা হবে। শনিবার দুপুরে শৈলকুপা ডিগ্রি কলেজ মাঠে গণসংবর্ধনা অনুষ্ঠানে প্রধান অতিথির বক্তব্যে তিনি এসব কথা বলেন।: [10, 610, 182, 668]
